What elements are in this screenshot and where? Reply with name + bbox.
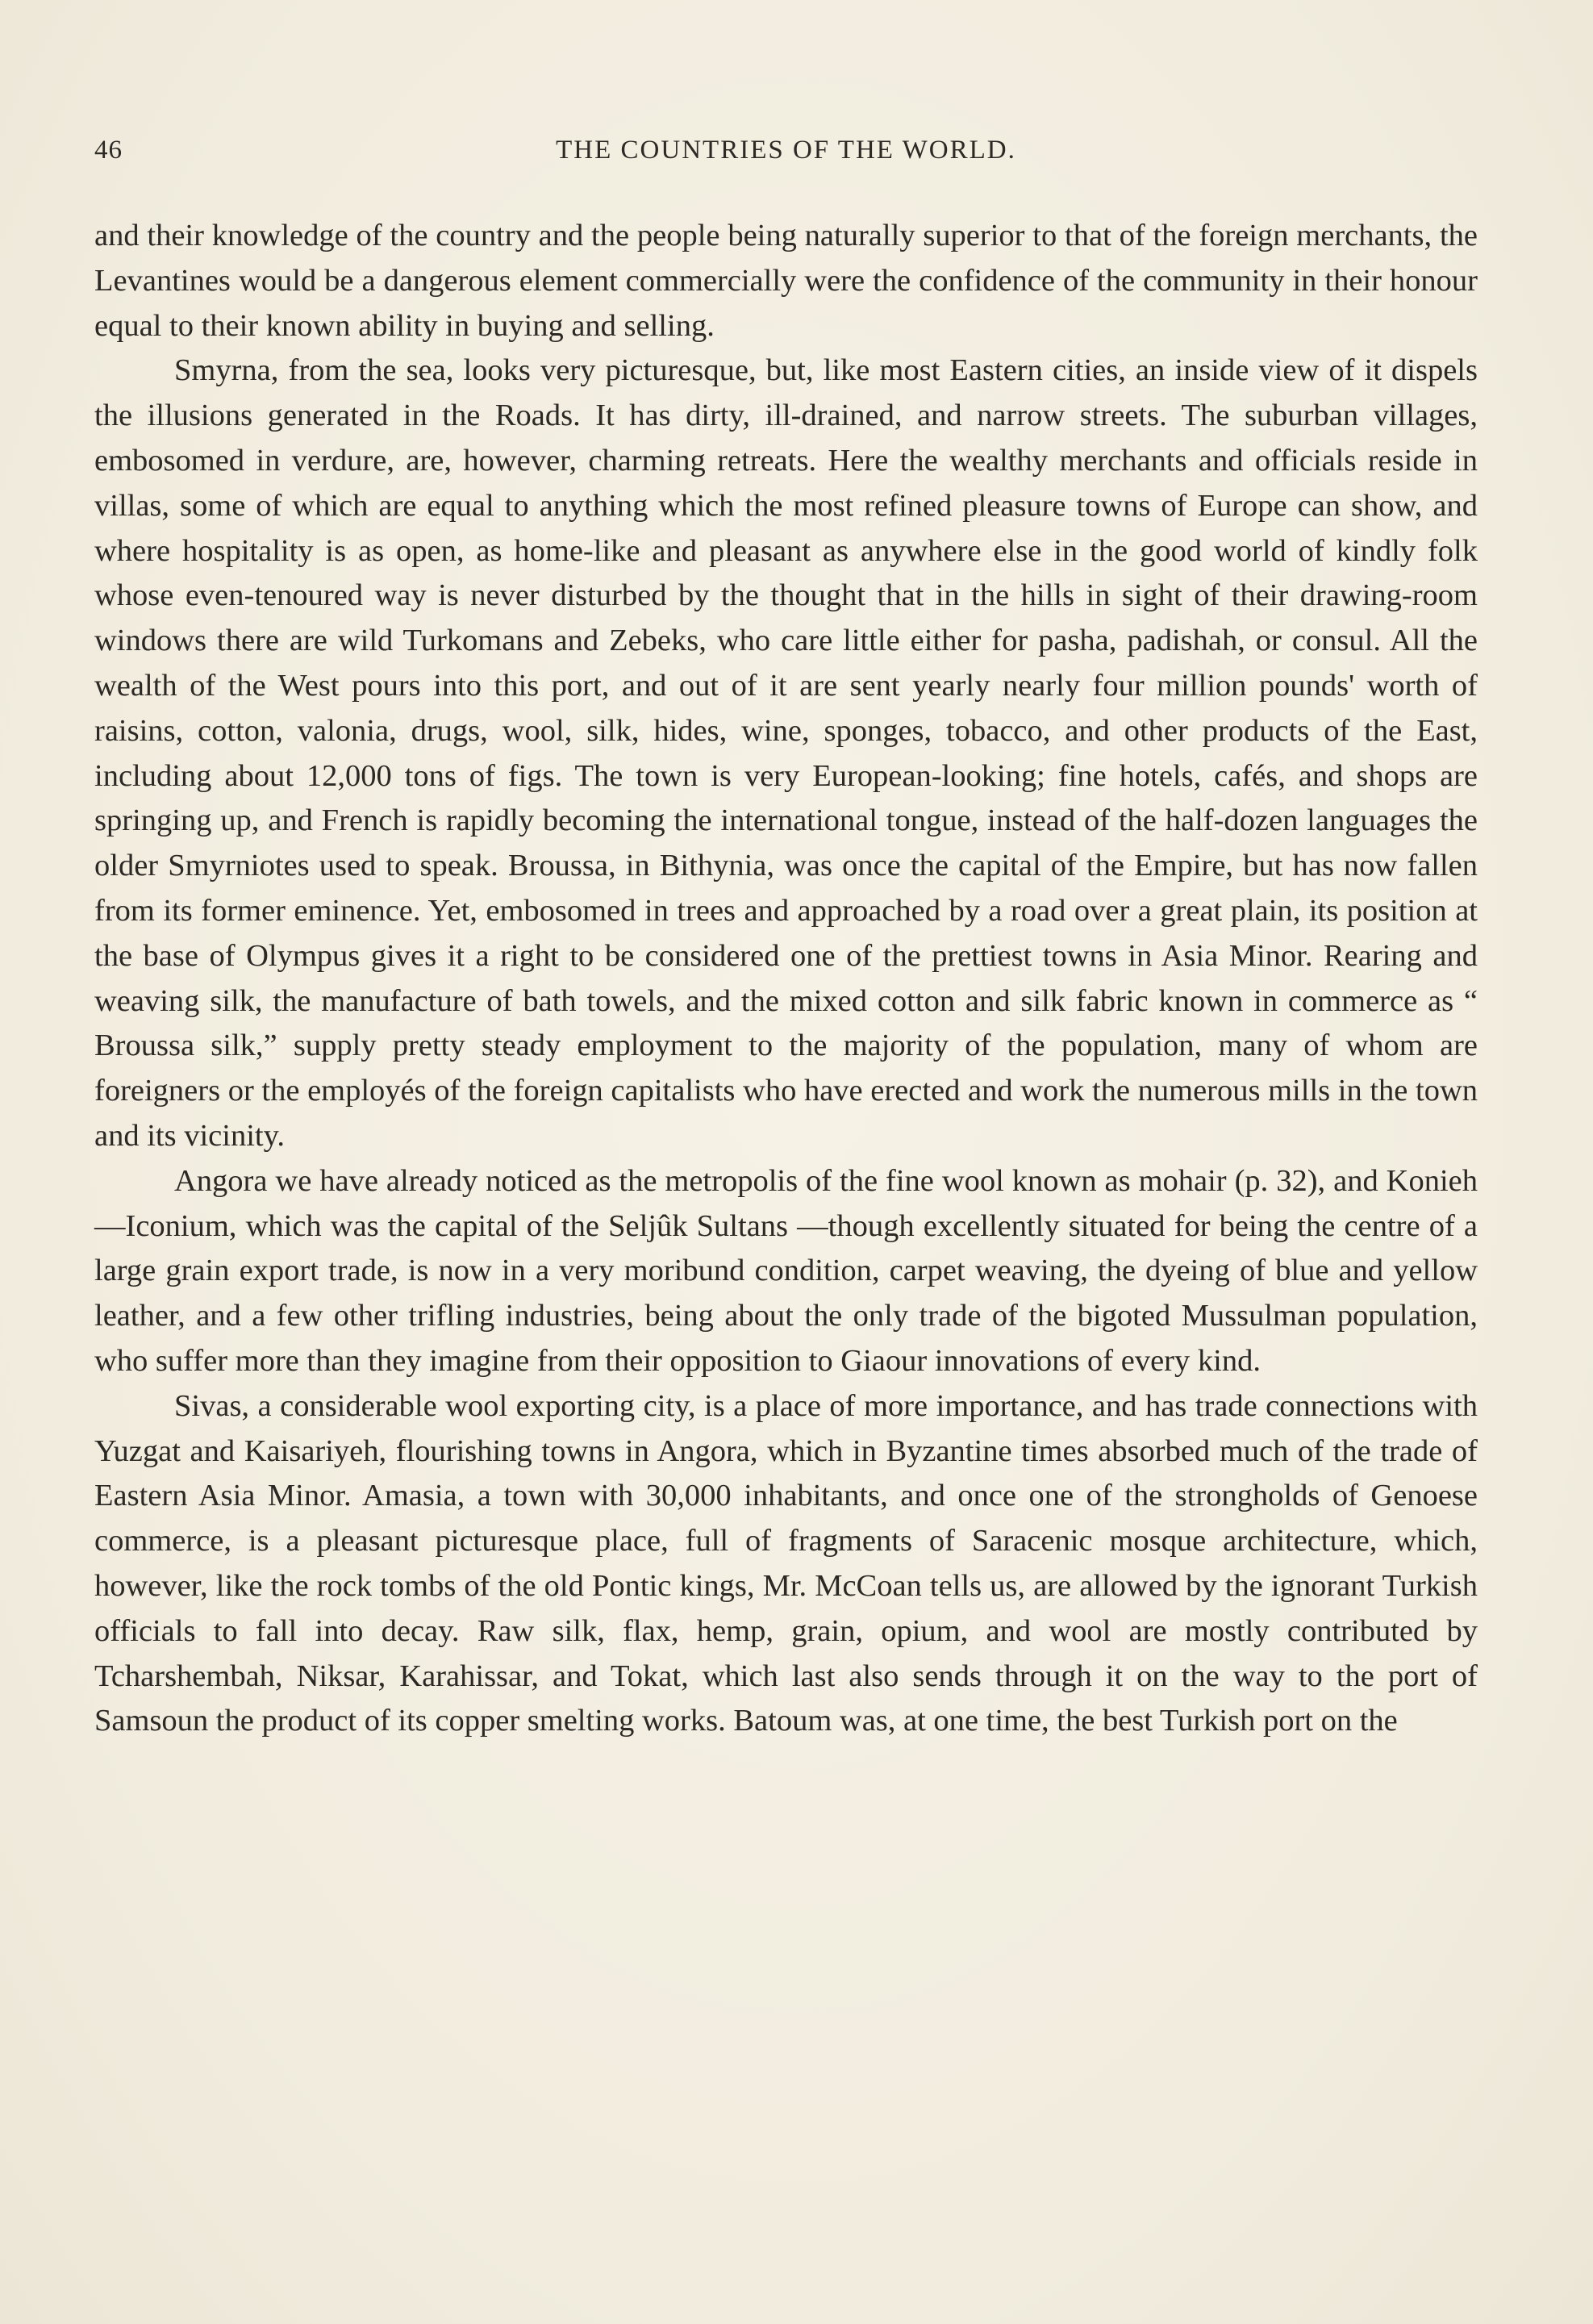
body-text	[94, 214, 1478, 1744]
paragraph-smyrna: Smyrna, from the sea, looks very picturesque, but, like most Eastern cities, an inside view of it dispels the illusions generated in the Roads. It has dirty, ill-drained, and narrow streets. The suburban villages, embosomed in verdure, are, however, charming retreats. Here the wealthy merchants and officials reside in villas, some of which are equal to anything which the most refined pleasure towns of Europe can show, and where hospitality is as open, as home-like and pleasant as anywhere else in the good world of kindly folk whose even-tenoured way is never disturbed by the thought that in the hills in sight of their drawing-room windows there are wild Turkomans and Zebeks, who care little either for pasha, padishah, or consul. All the wealth of the West pours into this port, and out of it are sent yearly nearly four million pounds' worth of raisins, cotton, valonia, drugs, wool, silk, hides, wine, sponges, tobacco, and other products of the East, including about 12,000 tons of figs. The town is very European-looking; fine hotels, cafés, and shops are springing up, and French is rapidly becoming the international tongue, instead of the half-dozen languages the older Smyrniotes used to speak. Broussa, in Bithynia, was once the capital of the Empire, but has now fallen from its former eminence. Yet, embosomed in trees and approached by a road over a great plain, its position at the base of Olympus gives it a right to be considered one of the prettiest towns in Asia Minor. Rearing and weaving silk, the manufacture of bath towels, and the mixed cotton and silk fabric known in commerce as “ Broussa silk,” supply pretty steady employment to the majority of the population, many of whom are foreigners or the employés of the foreign capitalists who have erected and work the numerous mills in the town and its vicinity.	[94, 353, 1478, 1153]
paragraph-angora: Angora we have already noticed as the metropolis of the fine wool known as mohair (p. 32), and Konieh—Iconium, which was the capital of the Seljûk Sultans —though excellently situated for being the centre of a large grain export trade, is now in a very moribund condition, carpet weaving, the dyeing of blue and yellow leather, and a few other trifling industries, being about the only trade of the bigoted Mussulman population, who suffer more than they imagine from their opposition to Giaour innovations of every kind.	[94, 1163, 1478, 1378]
paragraph-continuation: and their knowledge of the country and the people being naturally superior to that of the foreign merchants, the Levantines would be a dangerous element commercially were the confidence of the community in their honour equal to their known ability in buying and selling.	[94, 219, 1478, 343]
paragraph-sivas: Sivas, a considerable wool exporting city, is a place of more importance, and has trade connections with Yuzgat and Kaisariyeh, flourishing towns in Angora, which in Byzantine times absorbed much of the trade of Eastern Asia Minor. Amasia, a town with 30,000 inhabitants, and once one of the strongholds of Genoese commerce, is a pleasant picturesque place, full of fragments of Saracenic mosque architecture, which, however, like the rock tombs of the old Pontic kings, Mr. McCoan tells us, are allowed by the ignorant Turkish officials to fall into decay. Raw silk, flax, hemp, grain, opium, and wool are mostly contributed by Tcharshembah, Niksar, Karahissar, and Tokat, which last also sends through it on the way to the port of Samsoun the product of its copper smelting works. Batoum was, at one time, the best Turkish port on the	[94, 1388, 1478, 1738]
running-title: THE COUNTRIES OF THE WORLD.	[556, 136, 1016, 165]
page-header	[94, 136, 1478, 174]
page-number: 46	[94, 136, 123, 165]
